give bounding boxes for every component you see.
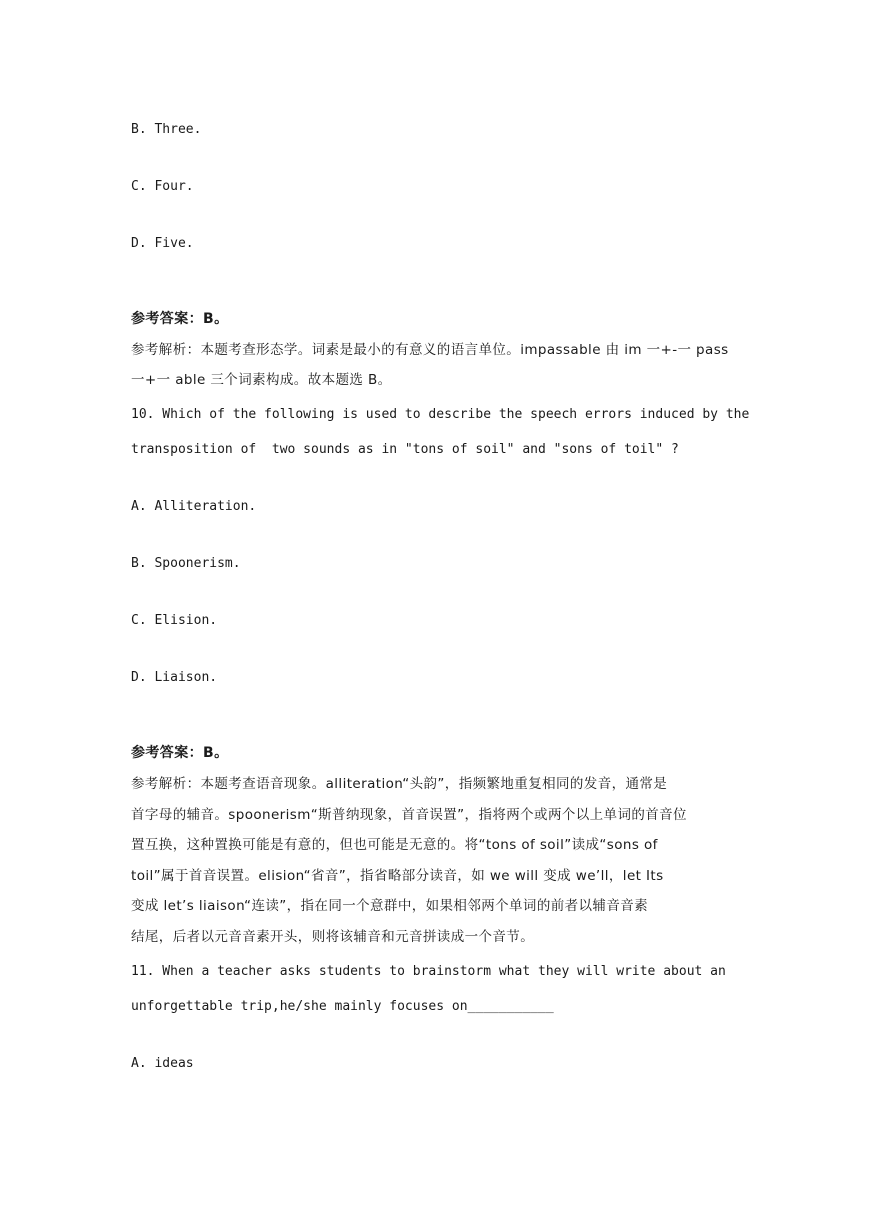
q10-analysis-line: 首字母的辅音。spoonerism“斯普纳现象，首音误置”，指将两个或两个以上单词的首音位 [131, 807, 687, 823]
q9-analysis-line: 参考解析：本题考查形态学。词素是最小的有意义的语言单位。impassable 由 im 一+-一 pass [131, 342, 729, 358]
q10-analysis-line: 参考解析：本题考查语音现象。alliteration“头韵”，指频繁地重复相同的发音，通常是 [131, 776, 668, 792]
q10-stem: transposition of two sounds as in "tons of soil" and "sons of toil" ? [131, 442, 679, 457]
q9-answer: 参考答案：B。 [131, 311, 229, 327]
q10-option-a: A. Alliteration. [131, 499, 257, 514]
q10-option-b: B. Spoonerism. [131, 556, 241, 571]
q10-analysis-line: 结尾，后者以元音音素开头，则将该辅音和元音拼读成一个音节。 [131, 929, 535, 945]
q9-option-d: D. Five. [131, 236, 194, 251]
q11-stem: unforgettable trip,he/she mainly focuses on___________ [131, 999, 554, 1014]
q11-option-a: A. ideas [131, 1056, 194, 1071]
q11-stem: 11. When a teacher asks students to brainstorm what they will write about an [131, 964, 726, 979]
q10-option-c: C. Elision. [131, 613, 218, 628]
q9-analysis-line: 一+一 able 三个词素构成。故本题选 B。 [131, 372, 392, 388]
q10-answer: 参考答案：B。 [131, 745, 229, 761]
q9-option-b: B. Three. [131, 122, 202, 137]
q10-analysis-line: 变成 let’s liaison“连读”，指在同一个意群中，如果相邻两个单词的前者以辅音音素 [131, 898, 649, 914]
q10-stem: 10. Which of the following is used to describe the speech errors induced by the [131, 407, 750, 422]
q10-analysis-line: toil”属于首音误置。elision“省音”，指省略部分读音，如 we will 变成 we’ll，let Its [131, 868, 664, 884]
q10-option-d: D. Liaison. [131, 670, 218, 685]
q10-analysis-line: 置互换，这种置换可能是有意的，但也可能是无意的。将“tons of soil”读成“sons of [131, 837, 658, 853]
q9-option-c: C. Four. [131, 179, 194, 194]
